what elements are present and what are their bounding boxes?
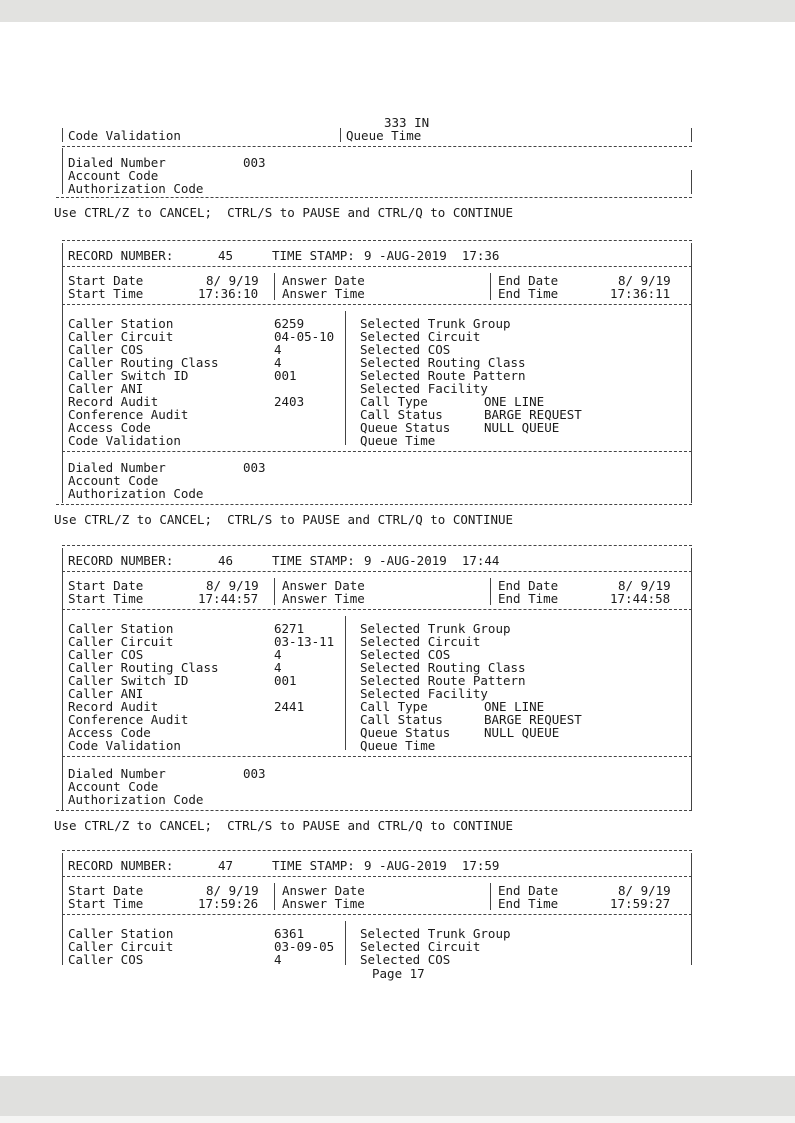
- start-time-value: 17:36:10: [198, 286, 259, 301]
- caller-circuit-value: 04-05-10: [274, 329, 335, 344]
- account-code-label: Account Code: [68, 473, 159, 488]
- call-status-label: Call Status: [360, 712, 443, 727]
- start-time-label: Start Time: [68, 591, 144, 606]
- selected-facility-label: Selected Facility: [360, 381, 488, 396]
- record-number-value: 47: [218, 858, 234, 873]
- call-type-label: Call Type: [360, 699, 428, 714]
- selected-circuit-label: Selected Circuit: [360, 939, 481, 954]
- queue-time-label: Queue Time: [346, 128, 422, 143]
- account-code-label: Account Code: [68, 779, 159, 794]
- access-code-label: Access Code: [68, 725, 151, 740]
- access-code-label: Access Code: [68, 420, 151, 435]
- record-audit-value: 2403: [274, 394, 305, 409]
- conference-audit-label: Conference Audit: [68, 712, 189, 727]
- caller-circuit-label: Caller Circuit: [68, 329, 174, 344]
- end-date-value: 8/ 9/19: [618, 883, 671, 898]
- caller-station-label: Caller Station: [68, 621, 174, 636]
- caller-switch-id-label: Caller Switch ID: [68, 368, 189, 383]
- authorization-code-label: Authorization Code: [68, 486, 204, 501]
- caller-switch-id-label: Caller Switch ID: [68, 673, 189, 688]
- caller-station-label: Caller Station: [68, 316, 174, 331]
- caller-routing-class-label: Caller Routing Class: [68, 660, 219, 675]
- caller-ani-label: Caller ANI: [68, 686, 144, 701]
- selected-routing-class-label: Selected Routing Class: [360, 355, 526, 370]
- caller-circuit-label: Caller Circuit: [68, 939, 174, 954]
- caller-station-label: Caller Station: [68, 926, 174, 941]
- authorization-code-label: Authorization Code: [68, 181, 204, 196]
- queue-time-label: Queue Time: [360, 738, 436, 753]
- record-number-label: RECORD NUMBER:: [68, 248, 174, 263]
- caller-switch-id-value: 001: [274, 368, 297, 383]
- start-time-value: 17:59:26: [198, 896, 259, 911]
- queue-status-label: Queue Status: [360, 725, 451, 740]
- start-date-label: Start Date: [68, 273, 144, 288]
- start-time-label: Start Time: [68, 896, 144, 911]
- caller-cos-value: 4: [274, 647, 282, 662]
- queue-status-value: NULL QUEUE: [484, 725, 560, 740]
- call-status-label: Call Status: [360, 407, 443, 422]
- time-stamp-label: TIME STAMP:: [272, 248, 355, 263]
- end-time-value: 17:59:27: [610, 896, 671, 911]
- caller-routing-class-label: Caller Routing Class: [68, 355, 219, 370]
- dialed-number-value: 003: [243, 766, 266, 781]
- start-date-label: Start Date: [68, 578, 144, 593]
- dialed-number-label: Dialed Number: [68, 155, 166, 170]
- start-date-label: Start Date: [68, 883, 144, 898]
- answer-time-label: Answer Time: [282, 286, 365, 301]
- time-stamp-value: 9 -AUG-2019 17:44: [364, 553, 500, 568]
- caller-routing-class-value: 4: [274, 660, 282, 675]
- end-time-label: End Time: [498, 896, 559, 911]
- record-number-value: 45: [218, 248, 234, 263]
- code-validation-label: Code Validation: [68, 433, 181, 448]
- queue-value: 333 IN: [384, 115, 430, 130]
- caller-cos-value: 4: [274, 342, 282, 357]
- record-number-label: RECORD NUMBER:: [68, 553, 174, 568]
- account-code-label: Account Code: [68, 168, 159, 183]
- time-stamp-value: 9 -AUG-2019 17:59: [364, 858, 500, 873]
- caller-station-value: 6361: [274, 926, 305, 941]
- caller-circuit-value: 03-09-05: [274, 939, 335, 954]
- selected-circuit-label: Selected Circuit: [360, 634, 481, 649]
- caller-cos-label: Caller COS: [68, 647, 144, 662]
- selected-cos-label: Selected COS: [360, 952, 451, 967]
- answer-time-label: Answer Time: [282, 591, 365, 606]
- caller-cos-label: Caller COS: [68, 952, 144, 967]
- caller-switch-id-value: 001: [274, 673, 297, 688]
- end-time-value: 17:44:58: [610, 591, 671, 606]
- record-audit-value: 2441: [274, 699, 305, 714]
- authorization-code-label: Authorization Code: [68, 792, 204, 807]
- end-time-value: 17:36:11: [610, 286, 671, 301]
- start-date-value: 8/ 9/19: [206, 578, 259, 593]
- end-date-value: 8/ 9/19: [618, 273, 671, 288]
- time-stamp-label: TIME STAMP:: [272, 858, 355, 873]
- conference-audit-label: Conference Audit: [68, 407, 189, 422]
- selected-route-pattern-label: Selected Route Pattern: [360, 368, 526, 383]
- selected-facility-label: Selected Facility: [360, 686, 488, 701]
- answer-time-label: Answer Time: [282, 896, 365, 911]
- caller-ani-label: Caller ANI: [68, 381, 144, 396]
- dialed-number-label: Dialed Number: [68, 460, 166, 475]
- cancel-instruction: Use CTRL/Z to CANCEL; CTRL/S to PAUSE and CTRL/Q to CONTINUE: [54, 205, 514, 220]
- call-type-value: ONE LINE: [484, 394, 545, 409]
- dialed-number-value: 003: [243, 155, 266, 170]
- cancel-instruction: Use CTRL/Z to CANCEL; CTRL/S to PAUSE and CTRL/Q to CONTINUE: [54, 512, 514, 527]
- record-number-value: 46: [218, 553, 234, 568]
- scan-top-border: [0, 0, 795, 22]
- selected-trunk-group-label: Selected Trunk Group: [360, 926, 511, 941]
- record-audit-label: Record Audit: [68, 394, 159, 409]
- end-time-label: End Time: [498, 591, 559, 606]
- caller-cos-value: 4: [274, 952, 282, 967]
- caller-station-value: 6259: [274, 316, 305, 331]
- answer-date-label: Answer Date: [282, 273, 365, 288]
- start-time-label: Start Time: [68, 286, 144, 301]
- scan-bottom-border: [0, 1076, 795, 1116]
- call-status-value: BARGE REQUEST: [484, 407, 582, 422]
- selected-routing-class-label: Selected Routing Class: [360, 660, 526, 675]
- queue-status-label: Queue Status: [360, 420, 451, 435]
- end-date-label: End Date: [498, 273, 559, 288]
- answer-date-label: Answer Date: [282, 578, 365, 593]
- queue-time-label: Queue Time: [360, 433, 436, 448]
- cancel-instruction: Use CTRL/Z to CANCEL; CTRL/S to PAUSE and CTRL/Q to CONTINUE: [54, 818, 514, 833]
- end-date-label: End Date: [498, 883, 559, 898]
- selected-trunk-group-label: Selected Trunk Group: [360, 316, 511, 331]
- selected-route-pattern-label: Selected Route Pattern: [360, 673, 526, 688]
- start-date-value: 8/ 9/19: [206, 273, 259, 288]
- caller-circuit-value: 03-13-11: [274, 634, 335, 649]
- record-number-label: RECORD NUMBER:: [68, 858, 174, 873]
- selected-cos-label: Selected COS: [360, 342, 451, 357]
- caller-circuit-label: Caller Circuit: [68, 634, 174, 649]
- caller-routing-class-value: 4: [274, 355, 282, 370]
- dialed-number-label: Dialed Number: [68, 766, 166, 781]
- selected-trunk-group-label: Selected Trunk Group: [360, 621, 511, 636]
- queue-status-value: NULL QUEUE: [484, 420, 560, 435]
- caller-station-value: 6271: [274, 621, 305, 636]
- page-number: Page 17: [372, 966, 425, 981]
- record-audit-label: Record Audit: [68, 699, 159, 714]
- code-validation-label: Code Validation: [68, 738, 181, 753]
- selected-circuit-label: Selected Circuit: [360, 329, 481, 344]
- dialed-number-value: 003: [243, 460, 266, 475]
- end-time-label: End Time: [498, 286, 559, 301]
- call-type-label: Call Type: [360, 394, 428, 409]
- answer-date-label: Answer Date: [282, 883, 365, 898]
- code-validation-label: Code Validation: [68, 128, 181, 143]
- selected-cos-label: Selected COS: [360, 647, 451, 662]
- end-date-value: 8/ 9/19: [618, 578, 671, 593]
- time-stamp-label: TIME STAMP:: [272, 553, 355, 568]
- caller-cos-label: Caller COS: [68, 342, 144, 357]
- call-status-value: BARGE REQUEST: [484, 712, 582, 727]
- start-time-value: 17:44:57: [198, 591, 259, 606]
- start-date-value: 8/ 9/19: [206, 883, 259, 898]
- time-stamp-value: 9 -AUG-2019 17:36: [364, 248, 500, 263]
- call-type-value: ONE LINE: [484, 699, 545, 714]
- end-date-label: End Date: [498, 578, 559, 593]
